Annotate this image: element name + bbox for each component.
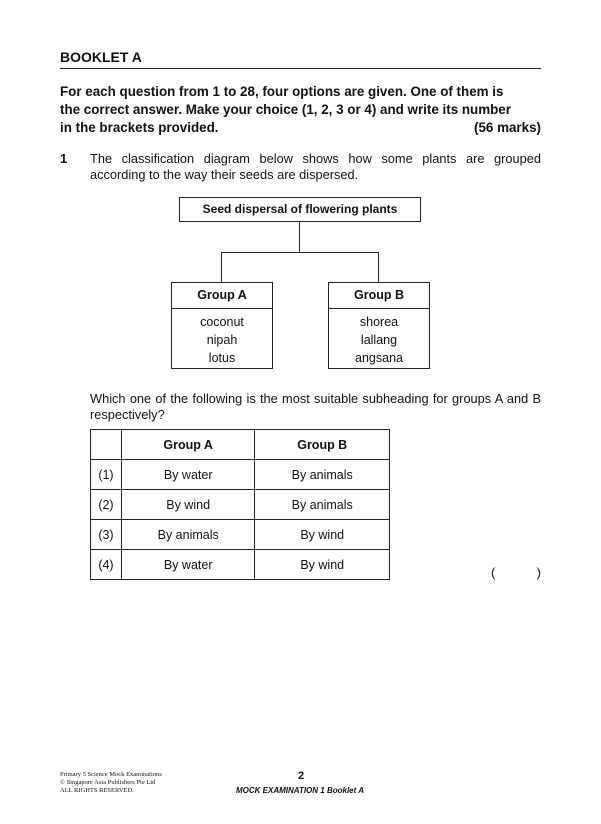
group-a-items xyxy=(172,309,272,367)
diagram-connector-horizontal xyxy=(221,252,379,253)
group-b-box xyxy=(328,282,430,369)
question-text: The classification diagram below shows how some plants are grouped according to the way their seeds are dispersed. xyxy=(90,151,541,182)
instructions xyxy=(60,83,541,137)
table-header-row xyxy=(91,430,390,460)
option-group-b: By animals xyxy=(255,460,390,490)
option-group-a: By water xyxy=(121,550,255,580)
instructions-line-2: the correct answer. Make your choice (1, 2, 3 or 4) and write its number xyxy=(60,102,511,117)
option-number: (2) xyxy=(91,490,122,520)
option-group-a: By wind xyxy=(121,490,255,520)
answer-bracket-open: ( xyxy=(491,565,496,580)
table-header-cell: Group B xyxy=(255,430,390,460)
diagram-connector-a xyxy=(221,252,222,282)
option-number: (4) xyxy=(91,550,122,580)
table-row xyxy=(91,490,390,520)
table-row xyxy=(91,520,390,550)
footer-line-1: Primary 5 Science Mock Examinations xyxy=(60,771,162,778)
option-group-b: By wind xyxy=(255,550,390,580)
diagram-connector-root xyxy=(299,222,300,252)
total-marks: (56 marks) xyxy=(474,120,541,135)
instructions-line-3 xyxy=(60,119,541,137)
option-group-a: By water xyxy=(121,460,255,490)
diagram-root-box: Seed dispersal of flowering plants xyxy=(179,197,421,222)
answer-bracket-close: ) xyxy=(536,565,541,580)
group-b-item: lallang xyxy=(360,333,398,347)
group-b-title: Group B xyxy=(329,283,429,309)
option-number: (1) xyxy=(91,460,122,490)
diagram-connector-b xyxy=(378,252,379,282)
option-group-b: By animals xyxy=(255,490,390,520)
answer-brackets[interactable] xyxy=(491,565,541,580)
table-row xyxy=(91,460,390,490)
options-table xyxy=(90,429,390,580)
booklet-heading: BOOKLET A xyxy=(60,49,142,65)
instructions-line-1: For each question from 1 to 28, four options are given. One of them is xyxy=(60,84,504,99)
footer-line-3: ALL RIGHTS RESERVED. xyxy=(60,787,134,794)
group-a-item: coconut xyxy=(200,315,244,329)
table-header-cell xyxy=(91,430,122,460)
group-a-item: lotus xyxy=(208,351,236,365)
footer-title: MOCK EXAMINATION 1 Booklet A xyxy=(235,786,364,795)
group-b-item: angsana xyxy=(355,351,403,365)
table-header-cell: Group A xyxy=(121,430,255,460)
option-group-b: By wind xyxy=(255,520,390,550)
group-b-item: shorea xyxy=(359,315,399,329)
group-a-box xyxy=(171,282,273,369)
table-row xyxy=(91,550,390,580)
option-group-a: By animals xyxy=(121,520,255,550)
heading-divider xyxy=(60,68,541,69)
group-a-item: nipah xyxy=(206,333,238,347)
question-number: 1 xyxy=(60,151,68,166)
group-b-items xyxy=(329,309,429,367)
group-a-title: Group A xyxy=(172,283,272,309)
page-number: 2 xyxy=(297,770,305,782)
option-number: (3) xyxy=(91,520,122,550)
footer-publisher xyxy=(60,771,162,795)
footer-line-2: © Singapore Asia Publishers Pte Ltd xyxy=(60,779,156,786)
instructions-line-3-text: in the brackets provided. xyxy=(60,120,219,135)
question-prompt: Which one of the following is the most suitable subheading for groups A and B respectively? xyxy=(90,391,541,422)
